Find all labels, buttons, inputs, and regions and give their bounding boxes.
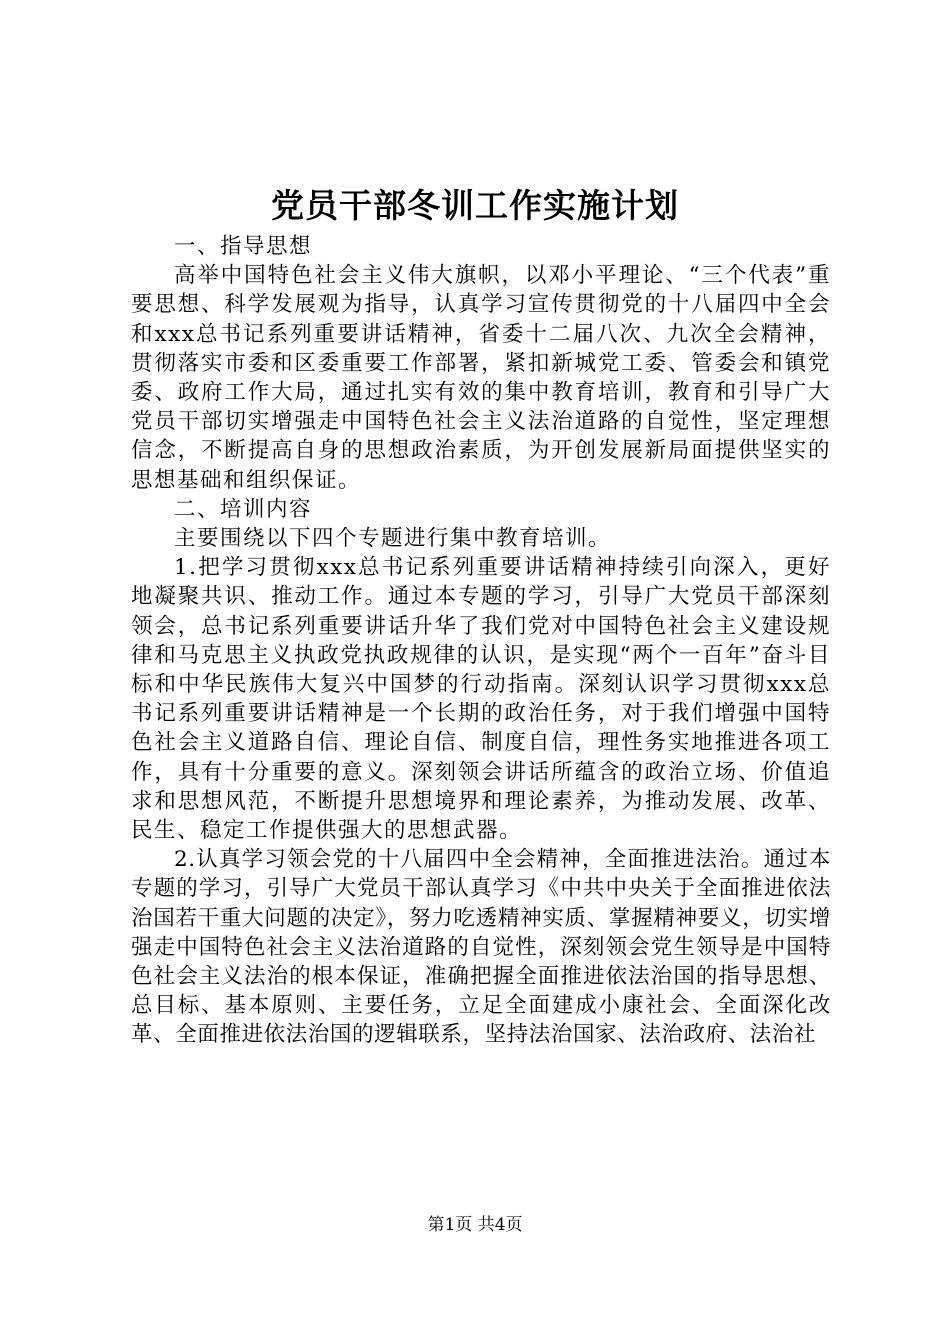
paragraph-topic-2: 2.认真学习领会党的十八届四中全会精神，全面推进法治。通过本专题的学习，引导广大党员干部认真学习《中共中央关于全面推进依法治国若干重大问题的决定》，努力吃透精神实质、掌握精神要义，切实增强走中国特色社会主义法治道路的自觉性，深刻领会党生领导是中国特色社会主义法治的根本保证，准确把握全面推进依法治国的指导思想、总目标、基本原则、主要任务，立足全面建成小康社会、全面深化改革、全面推进依法治国的逻辑联系，坚持法治国家、法治政府、法治社 [131,847,831,1048]
section-heading-training-content: 二、培训内容 [174,496,313,522]
document-title: 党员干部冬训工作实施计划 [271,186,679,225]
document-body [131,232,831,1050]
paragraph-training-intro: 主要围绕以下四个专题进行集中教育培训。 [174,526,612,552]
paragraph-topic-1: 1.把学习贯彻xxx总书记系列重要讲话精神持续引向深入，更好地凝聚共识、推动工作。通过本专题的学习，引导广大党员干部深刻领会，总书记系列重要讲话升华了我们党对中国特色社会主义建设规律和马克思主义执政党执政规律的认识，是实现“两个一百年”奋斗目标和中华民族伟大复兴中国梦的行动指南。深刻认识学习贯彻xxx总书记系列重要讲话精神是一个长期的政治任务，对于我们增强中国特色社会主义道路自信、理论自信、制度自信，理性务实地推进各项工作，具有十分重要的意义。深刻领会讲话所蕴含的政治立场、价值追求和思想风范，不断提升思想境界和理论素养，为推动发展、改革、民生、稳定工作提供强大的思想武器。 [131,555,831,844]
page-number: 第1页 共4页 [427,1215,523,1235]
section-heading-guiding-ideology: 一、指导思想 [174,234,313,259]
paragraph-guiding-ideology: 高举中国特色社会主义伟大旗帜，以邓小平理论、“三个代表”重要思想、科学发展观为指导，认真学习宣传贯彻党的十八届四中全会和xxx总书记系列重要讲话精神，省委十二届八次、九次全会精神，贯彻落实市委和区委重要工作部署，紧扣新城党工委、管委会和镇党委、政府工作大局，通过扎实有效的集中教育培训，教育和引导广大党员干部切实增强走中国特色社会主义法治道路的自觉性，坚定理想信念，不断提高自身的思想政治素质，为开创发展新局面提供坚实的思想基础和组织保证。 [131,263,831,493]
